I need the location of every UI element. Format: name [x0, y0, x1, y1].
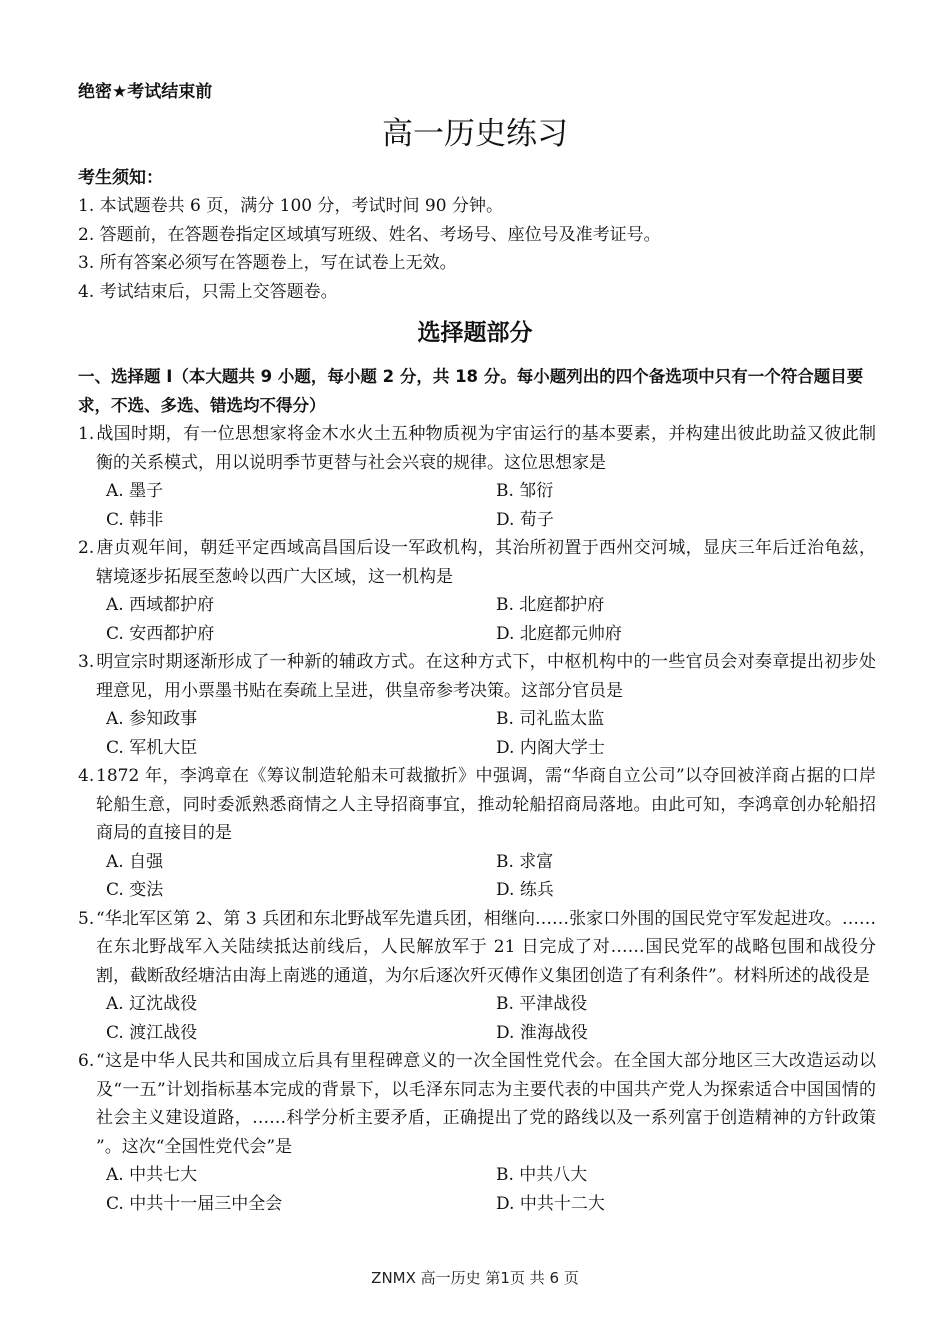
option-d: D. 北庭都元帅府: [496, 623, 622, 644]
option-c: C. 军机大臣: [106, 737, 198, 758]
notice-heading: 考生须知：: [78, 168, 163, 188]
question-2: [78, 534, 876, 648]
question-3: [78, 648, 876, 762]
option-c: C. 韩非: [106, 509, 164, 530]
question-text: 战国时期，有一位思想家将金木水火土五种物质视为宇宙运行的基本要素，并构建出彼此助益又彼此制衡的关系模式，用以说明季节更替与社会兴衰的规律。这位思想家是: [96, 424, 876, 473]
option-grid: [78, 848, 876, 905]
notice-item: 4. 考试结束后，只需上交答题卷。: [78, 281, 338, 302]
option-c: C. 渡江战役: [106, 1022, 198, 1043]
option-b: B. 司礼监太监: [496, 709, 605, 729]
question-number: 5.: [78, 908, 95, 929]
candidate-notice: [78, 164, 878, 306]
option-a: A. 辽沈战役: [106, 994, 198, 1014]
option-d: D. 荀子: [496, 509, 554, 530]
section-title: 选择题部分: [417, 320, 533, 346]
question-6: [78, 1047, 876, 1218]
question-4: [78, 762, 876, 905]
option-d: D. 中共十二大: [496, 1193, 605, 1214]
question-number: 3.: [78, 652, 95, 672]
option-a: A. 自强: [106, 851, 164, 872]
option-b: B. 邹衍: [496, 481, 554, 501]
option-grid: [78, 705, 876, 762]
question-stem: [78, 1047, 876, 1161]
notice-item: 2. 答题前，在答题卷指定区域填写班级、姓名、考场号、座位号及准考证号。: [78, 224, 661, 245]
question-stem: [78, 534, 876, 591]
page-footer: ZNMX 高一历史 第1页 共 6 页: [371, 1269, 579, 1287]
option-grid: [78, 1161, 876, 1218]
option-grid: [78, 477, 876, 534]
question-text: 唐贞观年间，朝廷平定西域高昌国后设一军政机构，其治所初置于西州交河城，显庆三年后迁治龟兹，辖境逐步拓展至葱岭以西广大区域，这一机构是: [96, 538, 876, 587]
question-number: 6.: [78, 1051, 95, 1071]
option-d: D. 内阁大学士: [496, 737, 605, 758]
question-1: [78, 420, 876, 534]
question-number: 1.: [78, 424, 95, 444]
option-grid: [78, 591, 876, 648]
option-a: A. 墨子: [106, 481, 164, 501]
confidential-label: 绝密★考试结束前: [78, 82, 213, 102]
question-5: [78, 905, 876, 1048]
notice-item: 1. 本试题卷共 6 页，满分 100 分，考试时间 90 分钟。: [78, 196, 503, 216]
part-heading: 一、选择题 I（本大题共 9 小题，每小题 2 分，共 18 分。每小题列出的四个备选项中只有一个符合题目要求，不选、多选、错选均不得分）: [78, 367, 864, 415]
question-number: 4.: [78, 766, 95, 786]
question-stem: [78, 905, 876, 991]
option-a: A. 参知政事: [106, 709, 198, 729]
notice-item: 3. 所有答案必须写在答题卷上，写在试卷上无效。: [78, 253, 457, 273]
option-b: B. 平津战役: [496, 994, 588, 1014]
option-c: C. 变法: [106, 880, 164, 900]
option-b: B. 北庭都护府: [496, 595, 605, 615]
question-text: 明宣宗时期逐渐形成了一种新的辅政方式。在这种方式下，中枢机构中的一些官员会对奏章提出初步处理意见，用小票墨书贴在奏疏上呈进，供皇帝参考决策。这部分官员是: [96, 652, 876, 701]
question-stem: [78, 420, 876, 477]
question-text: 1872 年，李鸿章在《筹议制造轮船未可裁撤折》中强调，需“华商自立公司”以夺回被洋商占据的口岸轮船生意，同时委派熟悉商情之人主导招商事宜，推动轮船招商局落地。由此可知，李鸿章创办轮船招商局的直接目的是: [96, 766, 876, 843]
page-title: 高一历史练习: [382, 116, 568, 152]
question-text: “这是中华人民共和国成立后具有里程碑意义的一次全国性党代会。在全国大部分地区三大改造运动以及“一五”计划指标基本完成的背景下，以毛泽东同志为主要代表的中国共产党人为探索适合中国国情的社会主义建设道路，……科学分析主要矛盾，正确提出了党的路线以及一系列富于创造精神的方针政策 ”。这次“全国性党代会”是: [96, 1051, 876, 1157]
option-d: D. 练兵: [496, 880, 554, 900]
option-a: A. 西域都护府: [106, 595, 215, 615]
question-number: 2.: [78, 538, 95, 558]
question-stem: [78, 762, 876, 848]
question-list: [78, 420, 876, 1218]
option-grid: [78, 990, 876, 1047]
option-c: C. 安西都护府: [106, 623, 215, 644]
option-b: B. 中共八大: [496, 1165, 588, 1185]
option-a: A. 中共七大: [106, 1165, 198, 1185]
question-stem: [78, 648, 876, 705]
option-d: D. 淮海战役: [496, 1022, 588, 1043]
question-text: “华北军区第 2、第 3 兵团和东北野战军先遣兵团，相继向……张家口外围的国民党守军发起进攻。……在东北野战军入关陆续抵达前线后，人民解放军于 21 日完成了对……国民党军的战略包围和战役分割，截断敌经塘沽由海上南逃的通道，为尔后逐次歼灭傅作义集团创造了有利条件”。材料所述的战役是: [96, 908, 876, 986]
option-c: C. 中共十一届三中全会: [106, 1193, 283, 1214]
option-b: B. 求富: [496, 851, 554, 872]
